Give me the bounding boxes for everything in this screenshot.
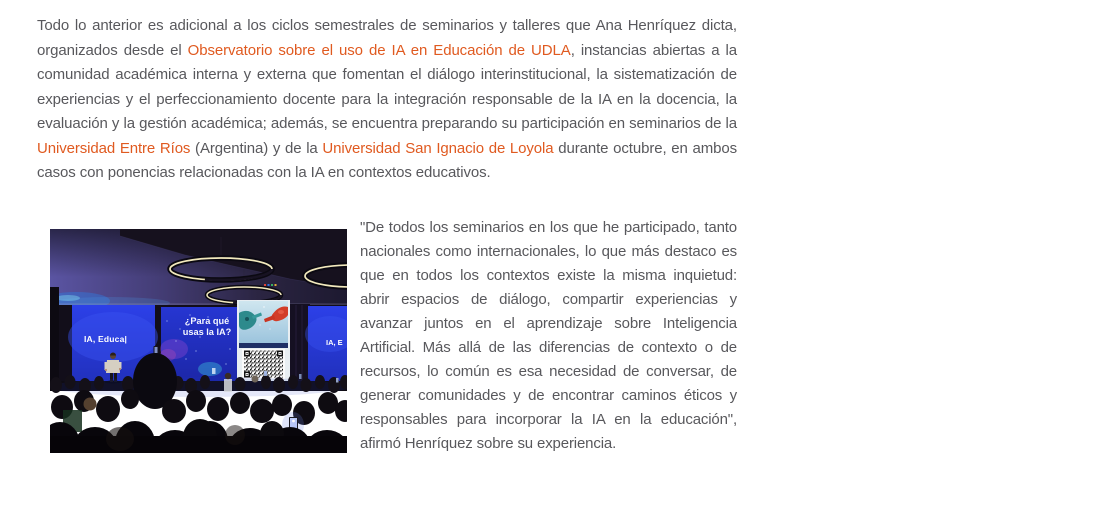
figure-row bbox=[37, 216, 737, 456]
intro-text-segment: , instancias abiertas a la comunidad académica interna y externa que fomentan el diálogo interinstitucional, la sistematización de experiencias y el perfeccionamiento docente para la integración responsable de la IA en la docencia, la evaluación y la gestión académica; además, se encuentra preparando su participación en seminarios de la bbox=[37, 41, 738, 132]
ceiling bbox=[50, 229, 347, 310]
intro-text-segment: (Argentina) y de la bbox=[190, 139, 323, 157]
led-screen-right bbox=[290, 304, 347, 384]
inline-link[interactable]: Universidad Entre Ríos bbox=[37, 139, 191, 157]
inline-link[interactable]: Observatorio sobre el uso de IA en Educación de UDLA bbox=[187, 41, 571, 59]
inline-link[interactable]: Universidad San Ignacio de Loyola bbox=[322, 139, 554, 157]
quote-paragraph: "De todos los seminarios en los que he participado, tanto nacionales como internacionales, lo que más destaco es que en todos los contextos existe la misma inquietud: abrir espacios de diálogo, compartir experiencias y avanzar juntos en el aprendizaje sobre Inteligencia Artificial. Más allá de las diferencias de contexto o de recursos, lo común es esa necesidad de conversar, de generar comunidades y de encontrar caminos éticos y responsables para incorporar la IA en la educación", afirmó Henríquez sobre su experiencia. bbox=[360, 218, 737, 452]
conference-photo-illustration bbox=[50, 229, 347, 453]
screen-center-line1: ¿Para qué bbox=[184, 315, 230, 326]
intro-text-segment: durante octubre, en ambos casos con ponencias relacionadas con la IA en contextos educativos. bbox=[37, 139, 737, 181]
event-photo bbox=[50, 229, 347, 453]
intro-text-segment: Todo lo anterior es adicional a los ciclos semestrales de seminarios y talleres que Ana Henríquez dicta, organizados desde el bbox=[37, 17, 737, 59]
screen-left-text: IA, Educa| bbox=[84, 333, 128, 344]
qr-code bbox=[242, 349, 285, 379]
poster-banner bbox=[237, 300, 290, 382]
intro-paragraph bbox=[37, 14, 737, 186]
screen-right-text: IA, E bbox=[326, 337, 343, 347]
screen-center-line2: usas la IA? bbox=[182, 326, 232, 337]
